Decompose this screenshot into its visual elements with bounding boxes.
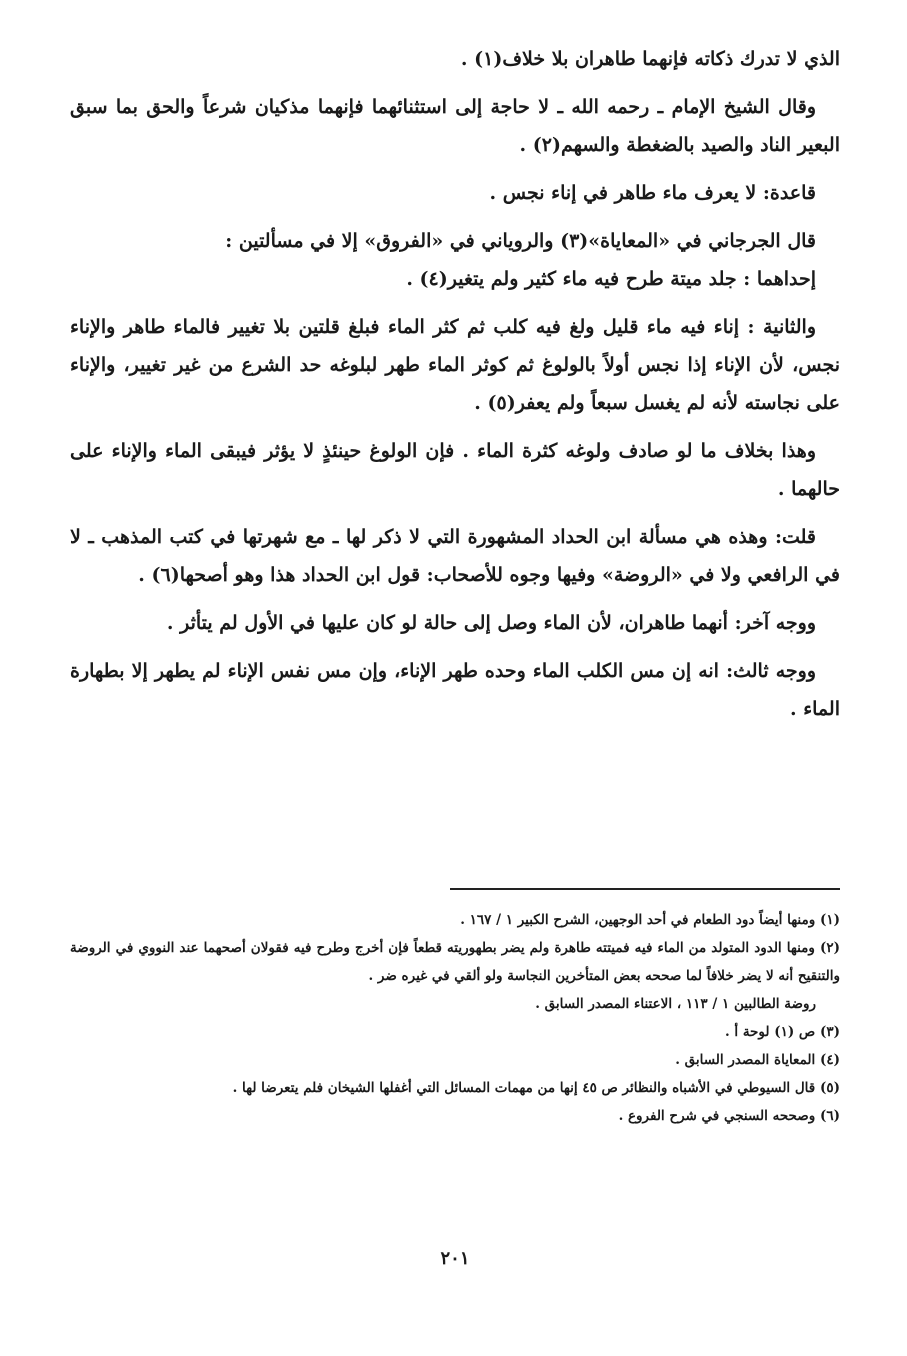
paragraph-5: والثانية : إناء فيه ماء قليل ولغ فيه كلب ثم كثر الماء فبلغ قلتين بلا تغيير فالماء طاهر والإناء نجس، لأن الإناء إذا نجس أولاً بالولوغ ثم كوثر الماء طهر لبلوغه حد الشرع من غير تغيير، والإناء على نجاسته لأنه لم يغسل سبعاً ولم يعفر(٥) . — [70, 316, 840, 414]
page-number: ٢٠١ — [440, 1248, 470, 1269]
paragraph-rule: قاعدة: لا يعرف ماء طاهر في إناء نجس . — [489, 182, 816, 204]
footnote-2-source: روضة الطالبين ١ / ١١٣ ، الاعتناء المصدر السابق . — [535, 996, 816, 1012]
paragraph-4: إحداهما : جلد ميتة طرح فيه ماء كثير ولم يتغير(٤) . — [406, 268, 816, 290]
paragraph-1: وقال الشيخ الإمام ـ رحمه الله ـ لا حاجة إلى استثنائهما فإنهما مذكيان شرعاً والحق بما سبق البعير الناد والصيد بالضغطة والسهم(٢) . — [70, 96, 840, 156]
paragraph-7: قلت: وهذه هي مسألة ابن الحداد المشهورة التي لا ذكر لها ـ مع شهرتها في كتب المذهب ـ لا في الرافعي ولا في «الروضة» وفيها وجوه للأصحاب: قول ابن الحداد هذا وهو أصحها(٦) . — [70, 526, 840, 586]
paragraph-3: قال الجرجاني في «المعاياة»(٣) والروياني في «الفروق» إلا في مسألتين : — [225, 230, 816, 252]
paragraph-9: ووجه ثالث: انه إن مس الكلب الماء وحده طهر الإناء، وإن مس نفس الإناء لم يطهر إلا بطهارة الماء . — [70, 660, 840, 720]
footnote-5: (٥) قال السيوطي في الأشباه والنظائر ص ٤٥ إنها من مهمات المسائل التي أغفلها الشيخان فلم يتعرضا لها . — [232, 1080, 840, 1096]
footnote-4: (٤) المعاياة المصدر السابق . — [675, 1052, 840, 1068]
footnote-6: (٦) وصححه السنجي في شرح الفروع . — [618, 1108, 840, 1124]
paragraph-6: وهذا بخلاف ما لو صادف ولوغه كثرة الماء . فإن الولوغ حينئذٍ لا يؤثر فيبقى الماء والإناء على حالهما . — [70, 440, 840, 500]
footnote-2: (٢) ومنها الدود المتولد من الماء فيه فميتته طاهرة ولم يضر بطهوريته قطعاً فإن أخرج وطرح فيه فقولان أصحهما عند النووي في الروضة والتنقيح أنه لا يضر خلافاً لما صححه بعض المتأخرين النجاسة ولو ألقي في غيره ضر . — [70, 940, 840, 984]
paragraph-8: ووجه آخر: أنهما طاهران، لأن الماء وصل إلى حالة لو كان عليها في الأول لم يتأثر . — [166, 612, 816, 634]
footnotes — [70, 906, 840, 1130]
footnote-3: (٣) ص (١) لوحة أ . — [724, 1024, 840, 1040]
paragraph-0: الذي لا تدرك ذكاته فإنهما طاهران بلا خلاف(١) . — [460, 48, 840, 70]
footnote-separator — [450, 888, 840, 890]
page-content — [70, 40, 840, 1269]
footnote-1: (١) ومنها أيضاً دود الطعام في أحد الوجهين، الشرح الكبير ١ / ١٦٧ . — [460, 912, 840, 928]
main-text — [70, 40, 840, 728]
